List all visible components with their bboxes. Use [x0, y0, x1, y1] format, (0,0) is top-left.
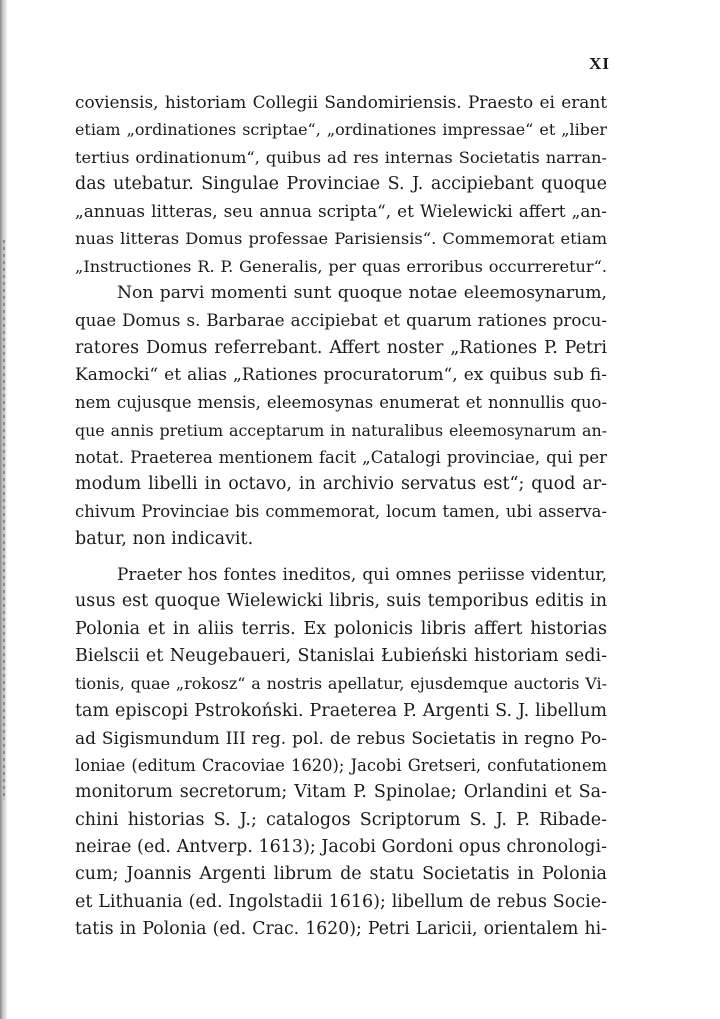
paragraph — [75, 89, 607, 280]
text-line: ratores Domus referrebant. Affert noster „Rationes P. Petri — [75, 337, 607, 358]
text-line: Non parvi momenti sunt quoque notae eleemosynarum, — [117, 283, 607, 304]
text-line: coviensis, historiam Collegii Sandomiriensis. Praesto ei erant — [75, 92, 607, 112]
text-line: tertius ordinationum“, quibus ad res internas Societatis narran- — [75, 147, 607, 167]
text-line: nem cujusque mensis, eleemosynas enumerat et nonnullis quo- — [75, 393, 607, 413]
text-line: neirae (ed. Antverp. 1613); Jacobi Gordoni opus chronologi- — [75, 837, 607, 858]
page-binding-shadow — [3, 240, 5, 800]
text-line: batur, non indicavit. — [75, 528, 254, 549]
text-line: que annis pretium acceptarum in naturalibus eleemosynarum an- — [75, 420, 607, 440]
text-line: usus est quoque Wielewicki libris, suis temporibus editis in — [75, 591, 607, 612]
text-line: monitorum secretorum; Vitam P. Spinolae; Orlandini et Sa- — [75, 782, 607, 803]
text-line: tatis in Polonia (ed. Crac. 1620); Petri Laricii, orientalem hi- — [75, 918, 607, 939]
text-line: Praeter hos fontes ineditos, qui omnes periisse videntur, — [117, 564, 607, 585]
paragraph — [75, 280, 607, 553]
body-text — [75, 89, 607, 943]
text-line: „Instructiones R. P. Generalis, per quas erroribus occurreretur“. — [75, 256, 607, 276]
paragraph — [75, 561, 607, 943]
text-line: Kamocki“ et alias „Rationes procuratorum“, ex quibus sub fi- — [75, 364, 607, 385]
paragraph-gap — [75, 553, 607, 561]
text-line: Polonia et in aliis terris. Ex polonicis libris affert historias — [75, 618, 607, 639]
text-line: tionis, quae „rokosz“ a nostris apellatur, ejusdemque auctoris Vi- — [75, 674, 607, 694]
text-line: modum libelli in octavo, in archivio servatus est“; quod ar- — [75, 474, 607, 495]
text-line: ad Sigismundum III reg. pol. de rebus Societatis in regno Po- — [75, 727, 607, 748]
text-line: chini historias S. J.; catalogos Scriptorum S. J. P. Ribade- — [75, 809, 607, 830]
text-line: quae Domus s. Barbarae accipiebat et quarum rationes procu- — [75, 311, 607, 331]
text-line: et Lithuania (ed. Ingolstadii 1616); libellum de rebus Socie- — [75, 891, 607, 912]
text-line: Bielscii et Neugebaueri, Stanislai Łubieński historiam sedi- — [75, 645, 607, 666]
text-line: nuas litteras Domus professae Parisiensis“. Commemorat etiam — [75, 229, 607, 249]
page-number: XI — [589, 54, 610, 73]
text-line: tam episcopi Pstrokoński. Praeterea P. Argenti S. J. libellum — [75, 700, 607, 721]
text-line: chivum Provinciae bis commemorat, locum tamen, ubi asserva- — [75, 502, 607, 522]
text-line: cum; Joannis Argenti librum de statu Societatis in Polonia — [75, 864, 607, 885]
text-line: „annuas litteras, seu annua scripta“, et Wielewicki affert „an- — [75, 201, 607, 222]
text-line: etiam „ordinationes scriptae“, „ordinationes impressae“ et „liber — [75, 120, 607, 140]
text-line: notat. Praeterea mentionem facit „Catalogi provinciae, qui per — [75, 447, 607, 467]
text-line: loniae (editum Cracoviae 1620); Jacobi Gretseri, confutationem — [75, 756, 607, 776]
text-line: das utebatur. Singulae Provinciae S. J. accipiebant quoque — [75, 173, 607, 194]
